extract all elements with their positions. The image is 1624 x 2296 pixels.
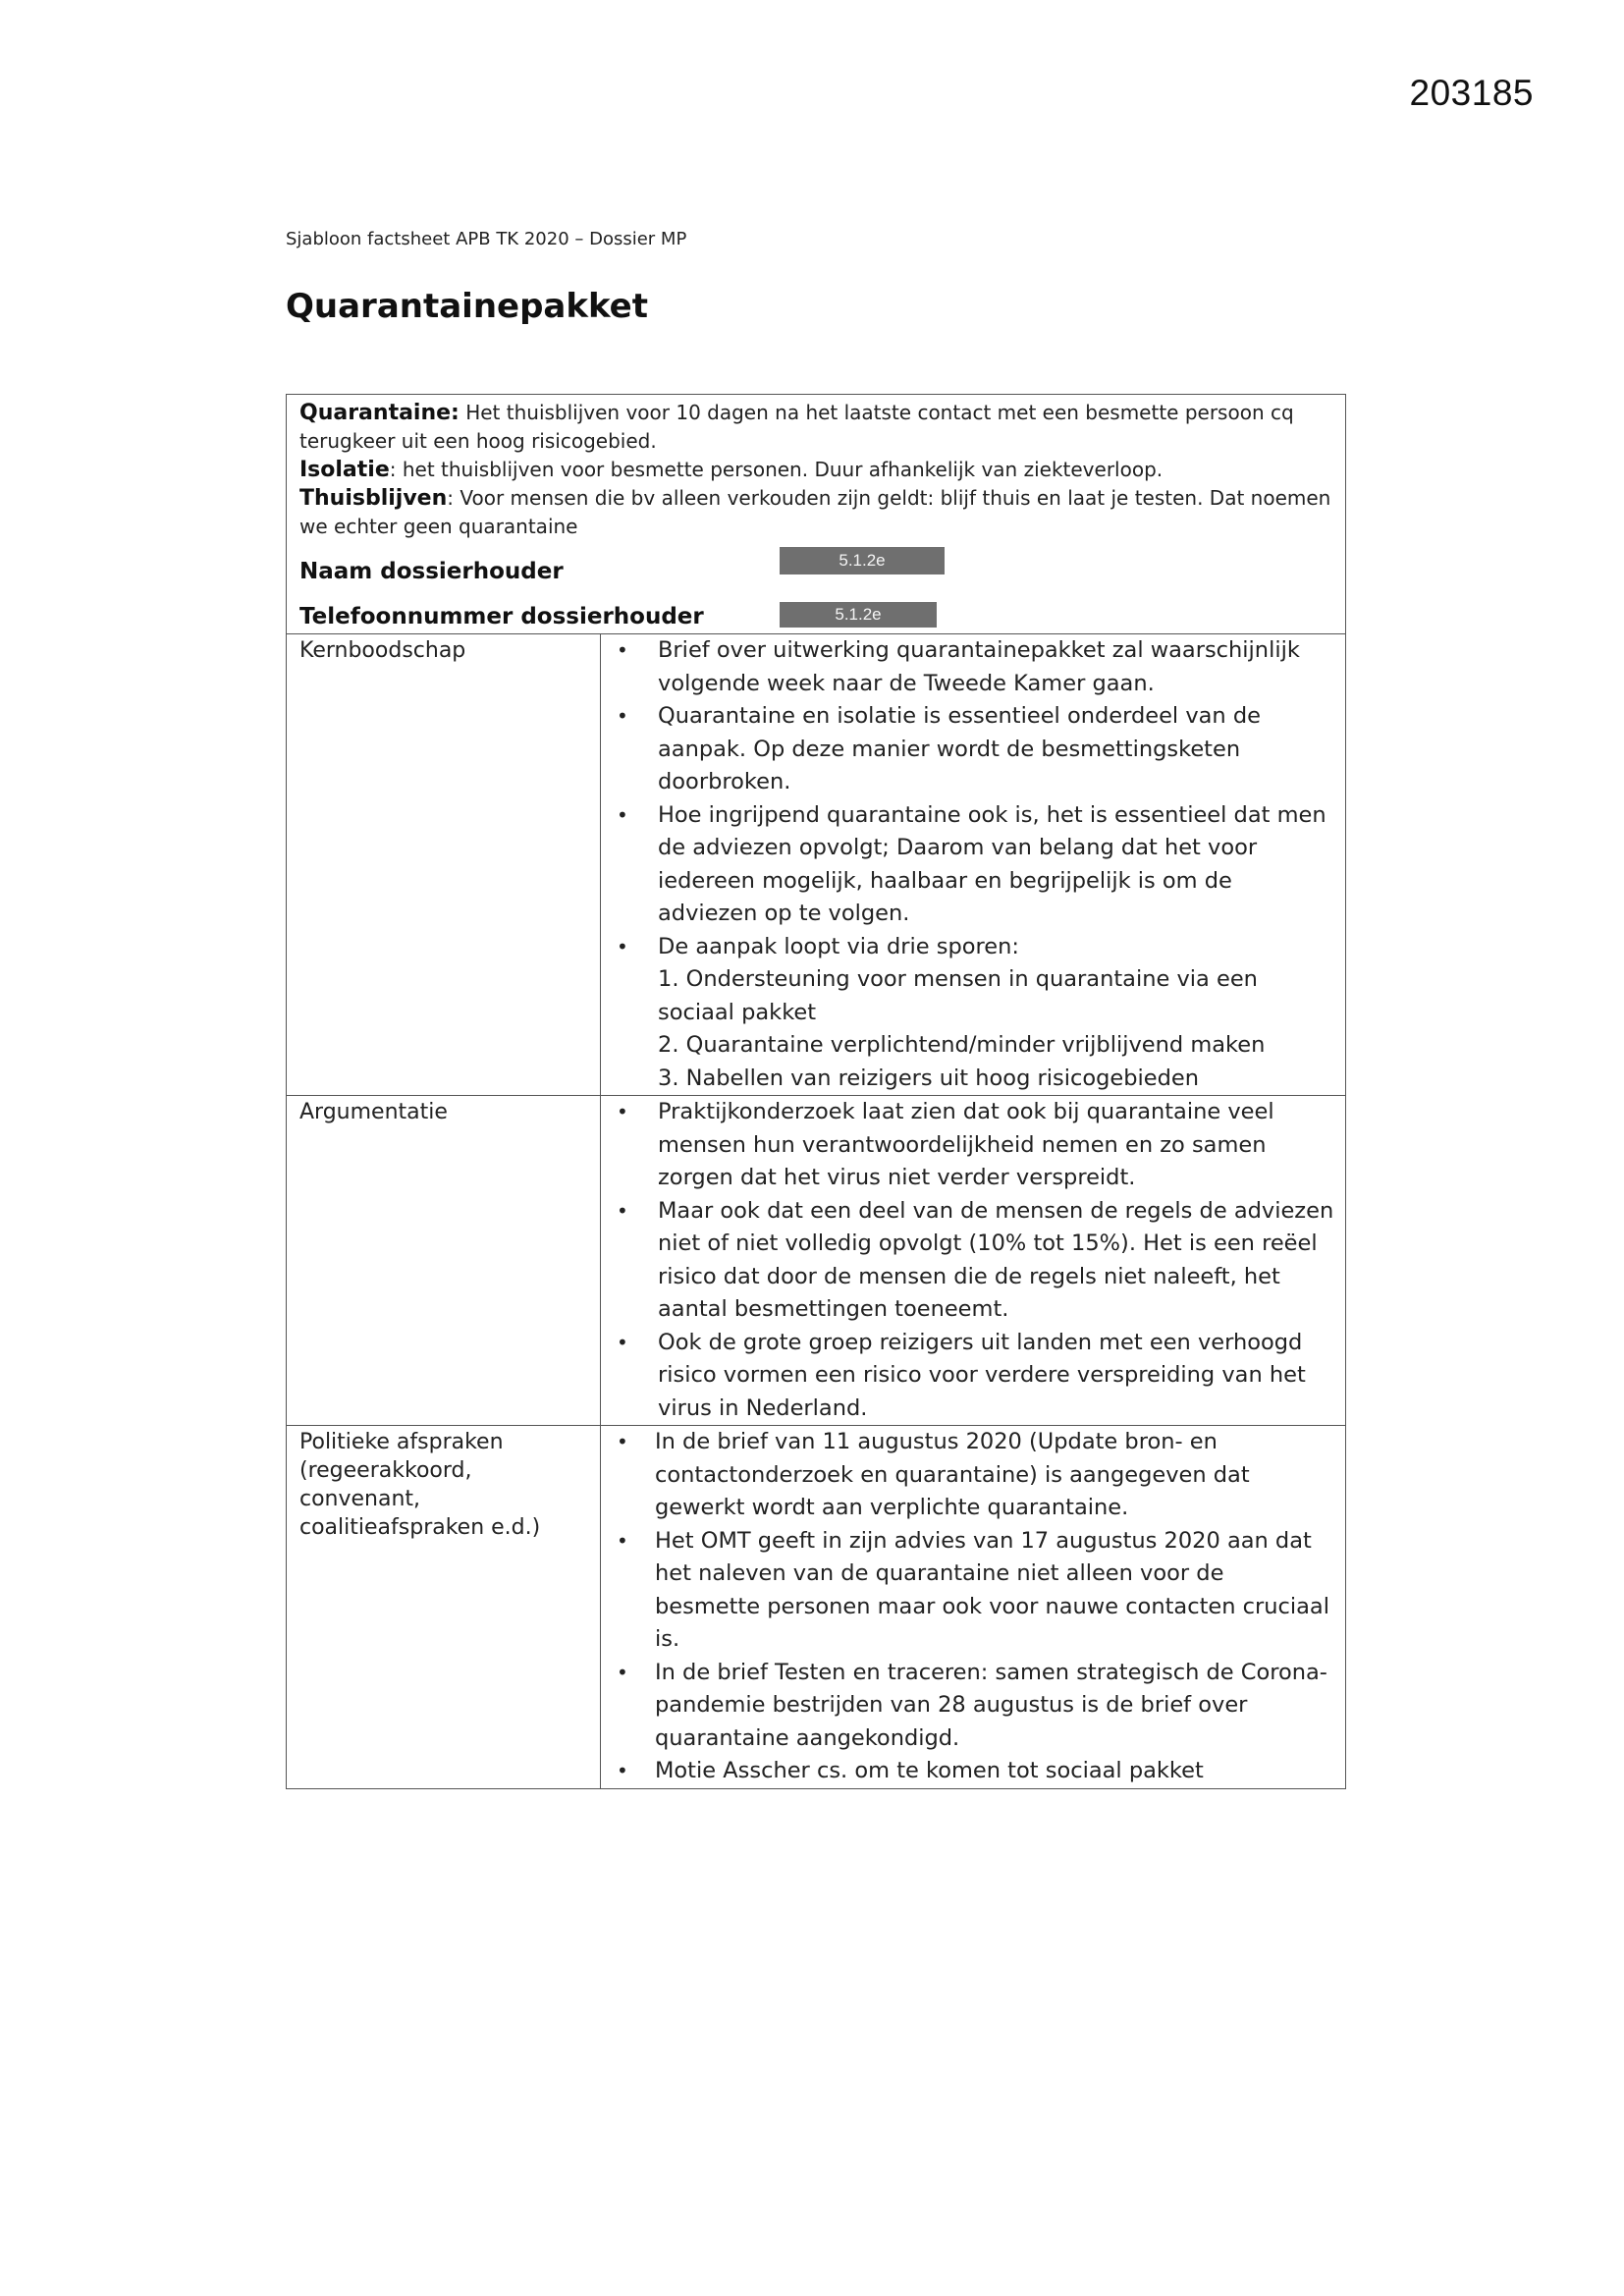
sub-item: 2. Quarantaine verplichtend/minder vrijblijvend maken [658,1032,1266,1058]
dossier-name-label: Naam dossierhouder [299,559,564,584]
list-item: • In de brief Testen en traceren: samen strategisch de Corona-pandemie bestrijden van 28 augustus is de brief over quarantaine aangekondigd. [601,1657,1335,1756]
definition-text: : Voor mensen die bv alleen verkouden zijn geldt: blijf thuis en laat je testen. Dat noemen we echter geen quarantaine [299,486,1331,538]
list-item: • Maar ook dat een deel van de mensen de regels de adviezen niet of niet volledig opvolgt (10% tot 15%). Het is een reëel risico dat door de mensen die de regels niet naleeft, het aantal besmettingen toeneemt. [601,1195,1335,1327]
page-number: 203185 [1409,73,1534,113]
row-label: Argumentatie [287,1096,601,1425]
definition-term: Isolatie [299,458,390,482]
list-item: • Quarantaine en isolatie is essentieel onderdeel van de aanpak. Op deze manier wordt de besmettingsketen doorbroken. [601,700,1335,799]
list-item: • Het OMT geeft in zijn advies van 17 augustus 2020 aan dat het naleven van de quarantaine niet alleen voor de besmette personen maar ook voor nauwe contacten cruciaal is. [601,1525,1335,1657]
sub-item: 3. Nabellen van reizigers uit hoog risicogebieden [658,1065,1200,1091]
list-item: • Motie Asscher cs. om te komen tot sociaal pakket [601,1755,1335,1788]
table-row-politieke-afspraken [287,1426,1345,1788]
list-item: • Brief over uitwerking quarantainepakket zal waarschijnlijk volgende week naar de Tweede Kamer gaan. [601,634,1335,700]
row-label: Kernboodschap [287,634,601,1095]
definition-isolatie [299,456,1333,484]
row-content [601,1426,1345,1788]
list-item: • Ook de grote groep reizigers uit landen met een verhoogd risico vormen een risico voor verdere verspreiding van het virus in Nederland. [601,1327,1335,1426]
definitions-block [287,395,1345,634]
table-row-argumentatie [287,1096,1345,1426]
definition-text: : het thuisblijven voor besmette personen. Duur afhankelijk van ziekteverloop. [389,458,1164,481]
dossier-name-row [299,541,1333,588]
dossier-phone-row [299,588,1333,633]
redaction-mark: 5.1.2e [780,547,945,574]
redaction-mark: 5.1.2e [780,602,937,628]
document-header: Sjabloon factsheet APB TK 2020 – Dossier MP [286,229,687,249]
table-row-kernboodschap [287,634,1345,1096]
row-label: Politieke afspraken (regeerakkoord, convenant, coalitieafspraken e.d.) [287,1426,601,1788]
definition-quarantaine [299,399,1333,456]
document-title: Quarantainepakket [286,287,648,326]
list-item: • Praktijkonderzoek laat zien dat ook bij quarantaine veel mensen hun verantwoordelijkheid nemen en zo samen zorgen dat het virus niet verder verspreidt. [601,1096,1335,1195]
factsheet-table [286,394,1346,1789]
sub-item: 1. Ondersteuning voor mensen in quarantaine via een sociaal pakket [658,966,1258,1025]
row-content [601,1096,1345,1425]
bullet-list [601,1426,1335,1788]
bullet-list [601,634,1335,1095]
bullet-list [601,1096,1335,1425]
dossier-phone-label: Telefoonnummer dossierhouder [299,604,704,629]
definition-term: Thuisblijven [299,486,448,511]
list-item-text: De aanpak loopt via drie sporen: [658,933,1019,959]
list-item: • In de brief van 11 augustus 2020 (Update bron- en contactonderzoek en quarantaine) is aangegeven dat gewerkt wordt aan verplichte quarantaine. [601,1426,1335,1525]
definition-text: Het thuisblijven voor 10 dagen na het laatste contact met een besmette persoon cq terugkeer uit een hoog risicogebied. [299,401,1294,453]
definition-term: Quarantaine: [299,401,460,425]
row-content [601,634,1345,1095]
list-item: • Hoe ingrijpend quarantaine ook is, het is essentieel dat men de adviezen opvolgt; Daarom van belang dat het voor iedereen mogelijk, haalbaar en begrijpelijk is om de adviezen op te volgen. [601,799,1335,931]
definition-thuisblijven [299,484,1333,541]
list-item [601,931,1335,1096]
